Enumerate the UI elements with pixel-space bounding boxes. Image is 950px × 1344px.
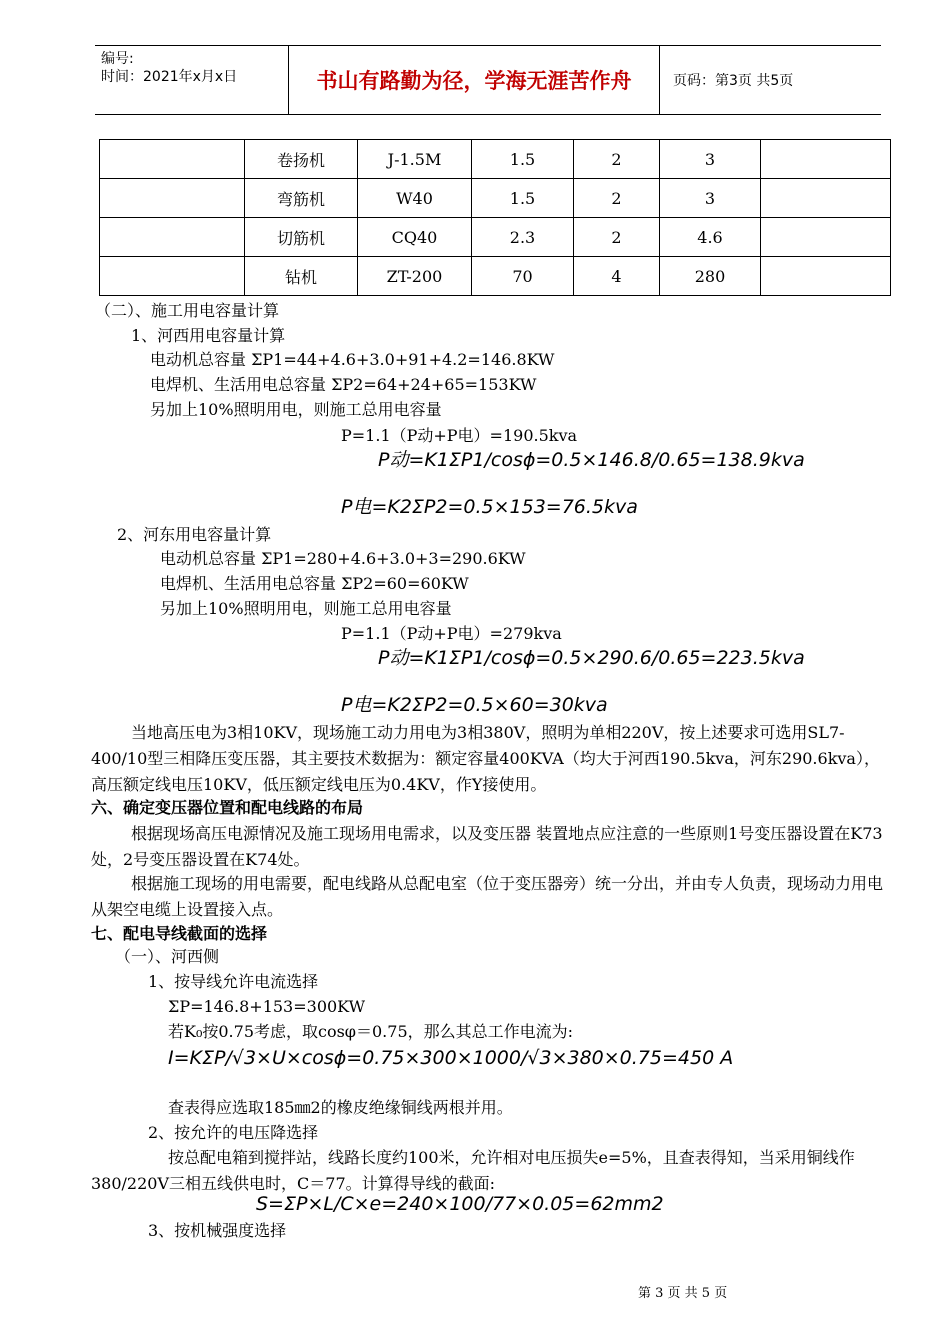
coefficient-note: 若K₀按0.75考虑，取cosφ＝0.75，那么其总工作电流为: [168,1022,574,1041]
voltage-drop-title: 2、按允许的电压降选择 [148,1123,319,1142]
table-row [100,257,891,296]
table-cell: 切筋机 [245,218,358,257]
hexi-formula-pdian: P电=K2ΣP2=0.5×153=76.5kva [341,496,638,518]
table-cell: 2 [574,179,660,218]
section-7-title: 七、配电导线截面的选择 [91,924,268,943]
table-cell: 弯筋机 [245,179,358,218]
table-cell: ZT-200 [358,257,472,296]
table-row [100,179,891,218]
table-cell: 1.5 [472,179,574,218]
hexi-motor-total: 电动机总容量 ΣP1=44+4.6+3.0+91+4.2=146.8KW [150,350,555,369]
table-cell: 1.5 [472,140,574,179]
number-label: 编号: [101,51,134,67]
distribution-paragraph: 根据施工现场的用电需要，配电线路从总配电室（位于变压器旁）统一分出，并由专人负责，现场动力用电从架空电缆上设置接入点。 [91,874,884,919]
table-cell: 卷扬机 [245,140,358,179]
hexi-side-title: （一）、河西侧 [115,947,220,966]
hexi-formula-pdong: P动=K1ΣP1/cosϕ=0.5×146.8/0.65=138.9kva [378,449,805,471]
table-cell [761,257,891,296]
cable-selection-note: 查表得应选取185㎜2的橡皮绝缘铜线两根并用。 [168,1098,513,1117]
table-cell: 3 [660,140,761,179]
header-page-label: 页码：第3页 共5页 [673,73,794,89]
section-formula: S=ΣP×L/C×e=240×100/77×0.05=62mm2 [256,1193,664,1215]
hexi-total-p: P=1.1（P动+P电）=190.5kva [341,426,578,445]
table-cell: J-1.5M [358,140,472,179]
table-cell: 70 [472,257,574,296]
table-cell [100,257,245,296]
table-cell: 钻机 [245,257,358,296]
hexi-lighting-note: 另加上10%照明用电，则施工总用电容量 [150,400,442,419]
table-cell: 2.3 [472,218,574,257]
table-cell [761,179,891,218]
hedong-title: 2、河东用电容量计算 [117,525,272,544]
table-cell: CQ40 [358,218,472,257]
current-formula: I=KΣP/√3×U×cosϕ=0.75×300×1000/√3×380×0.75=450 A [168,1047,734,1069]
header-meta [101,50,237,86]
table-cell [761,218,891,257]
mechanical-strength-title: 3、按机械强度选择 [148,1221,287,1240]
equipment-table [99,139,891,296]
voltage-drop-paragraph: 按总配电箱到搅拌站，线路长度约100米，允许相对电压损失e=5%，且查表得知，当采用铜线作380/220V三相五线供电时，C＝77。计算得导线的截面: [91,1148,855,1193]
current-selection-title: 1、按导线允许电流选择 [148,972,319,991]
hedong-total-p: P=1.1（P动+P电）=279kva [341,624,562,643]
table-cell [100,218,245,257]
hedong-welder-total: 电焊机、生活用电总容量 ΣP2=60=60KW [160,574,469,593]
hedong-motor-total: 电动机总容量 ΣP1=280+4.6+3.0+3=290.6KW [160,549,526,568]
table-cell: 3 [660,179,761,218]
transformer-location-paragraph: 根据现场高压电源情况及施工现场用电需求，以及变压器 装置地点应注意的一些原则1号变压器设置在K73处，2号变压器设置在K74处。 [91,824,883,869]
table-cell [761,140,891,179]
page-footer: 第 3 页 共 5 页 [638,1286,728,1301]
table-row [100,140,891,179]
time-label: 时间：2021年x月x日 [101,69,238,85]
table-cell: 2 [574,140,660,179]
table-cell: 4 [574,257,660,296]
hedong-lighting-note: 另加上10%照明用电，则施工总用电容量 [160,599,452,618]
hedong-formula-pdian: P电=K2ΣP2=0.5×60=30kva [341,694,608,716]
table-row [100,218,891,257]
table-cell: W40 [358,179,472,218]
table-cell [100,140,245,179]
section-title-power-calc: （二）、施工用电容量计算 [95,301,280,320]
header-motto: 书山有路勤为径，学海无涯苦作舟 [288,46,660,114]
table-cell: 2 [574,218,660,257]
hexi-title: 1、河西用电容量计算 [131,326,286,345]
total-power: ΣP=146.8+153=300KW [168,997,366,1016]
table-cell [100,179,245,218]
table-cell: 4.6 [660,218,761,257]
transformer-paragraph: 当地高压电为3相10KV，现场施工动力用电为3相380V，照明为单相220V，按上述要求可选用SL7-400/10型三相降压变压器，其主要技术数据为：额定容量400KVA（均大于河西190.5kva，河东290.6kva），高压额定线电压10KV，低压额定线电压为0.4KV，作Y接使用。 [91,723,880,794]
page-header [95,45,881,115]
table-cell: 280 [660,257,761,296]
hexi-welder-total: 电焊机、生活用电总容量 ΣP2=64+24+65=153KW [150,375,537,394]
section-6-title: 六、确定变压器位置和配电线路的布局 [91,798,364,817]
hedong-formula-pdong: P动=K1ΣP1/cosϕ=0.5×290.6/0.65=223.5kva [378,647,805,669]
